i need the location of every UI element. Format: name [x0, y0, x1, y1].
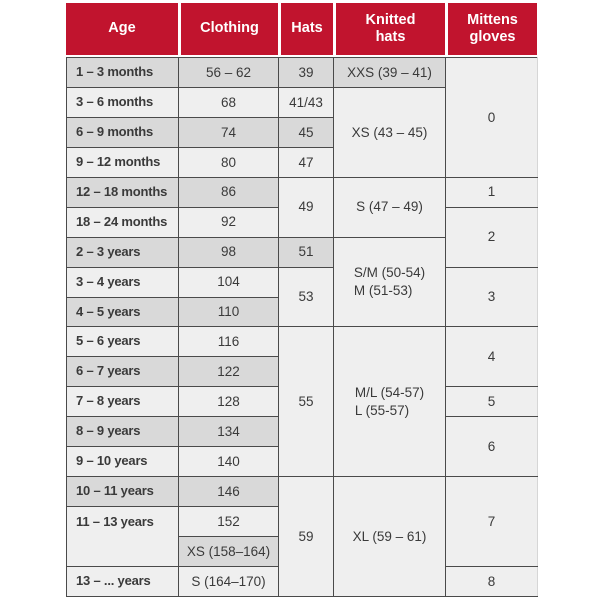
cell-text: 47	[298, 154, 314, 170]
header-cell-hats: Hats	[278, 3, 333, 55]
cell-age	[67, 327, 179, 357]
cell-text: 59	[298, 528, 314, 544]
cell-text: 11 – 13 years	[76, 514, 154, 530]
cell-text: 1 – 3 months	[76, 64, 154, 80]
cell-text: 146	[217, 483, 240, 499]
cell-text: 152	[217, 513, 240, 529]
cell-age	[67, 147, 179, 177]
cell-hats	[279, 117, 334, 147]
cell-mittens	[446, 177, 538, 207]
cell-text: 53	[298, 289, 314, 305]
cell-knitted	[334, 327, 446, 477]
cell-text: 0	[487, 109, 496, 125]
cell-hats	[279, 237, 334, 267]
cell-text: 1	[487, 184, 496, 200]
cell-hats	[279, 267, 334, 327]
table-row	[67, 177, 538, 207]
cell-clothing	[179, 177, 279, 207]
cell-text: 45	[298, 124, 314, 140]
cell-hats	[279, 327, 334, 477]
cell-age	[67, 267, 179, 297]
cell-text: XS (43 – 45)	[351, 124, 428, 140]
cell-age	[67, 207, 179, 237]
cell-text: 18 – 24 months	[76, 213, 168, 229]
cell-text: 122	[217, 364, 240, 380]
cell-mittens	[446, 566, 538, 596]
cell-knitted	[334, 87, 446, 177]
cell-knitted	[334, 58, 446, 88]
cell-mittens	[446, 477, 538, 567]
header-cell-clothing: Clothing	[178, 3, 278, 55]
table-row	[67, 327, 538, 357]
cell-text: 8	[487, 573, 496, 589]
cell-clothing	[179, 207, 279, 237]
cell-hats	[279, 177, 334, 237]
cell-age	[67, 387, 179, 417]
size-table	[66, 57, 538, 597]
cell-text: 13 – ... years	[76, 572, 151, 588]
cell-text: 56 – 62	[205, 64, 252, 80]
cell-age	[67, 117, 179, 147]
table-row	[67, 58, 538, 88]
cell-mittens	[446, 207, 538, 267]
cell-text: 9 – 12 months	[76, 153, 161, 169]
cell-text: 41/43	[289, 94, 323, 110]
cell-text: 5	[487, 394, 496, 409]
cell-text: 3 – 4 years	[76, 273, 141, 289]
cell-text: 7	[487, 513, 496, 529]
size-table-body	[67, 58, 538, 597]
cell-clothing	[179, 58, 279, 88]
cell-knitted	[334, 477, 446, 597]
cell-text: S/M (50-54) M (51-53)	[353, 265, 426, 299]
cell-hats	[279, 87, 334, 117]
cell-clothing	[179, 297, 279, 327]
header-cell-mittens: Mittens gloves	[445, 3, 537, 55]
cell-text: 10 – 11 years	[76, 483, 154, 499]
cell-hats	[279, 477, 334, 597]
cell-text: 49	[298, 199, 314, 215]
cell-mittens	[446, 327, 538, 387]
cell-text: 3	[487, 289, 496, 305]
cell-text: 134	[217, 423, 240, 439]
cell-mittens	[446, 58, 538, 178]
table-row	[67, 267, 538, 297]
cell-text: 6	[487, 438, 496, 454]
table-header-row	[66, 3, 537, 55]
cell-clothing	[179, 327, 279, 357]
cell-clothing	[179, 237, 279, 267]
cell-text: 128	[217, 394, 240, 409]
cell-text: 3 – 6 months	[76, 93, 154, 109]
cell-age	[67, 417, 179, 447]
cell-age	[67, 566, 179, 596]
cell-text: XS (158–164)	[186, 543, 271, 559]
cell-text: XL (59 – 61)	[352, 528, 427, 544]
table-row	[67, 477, 538, 507]
cell-text: 74	[220, 124, 237, 140]
cell-text: 86	[220, 184, 237, 200]
cell-age	[67, 87, 179, 117]
cell-text: M/L (54-57) L (55-57)	[354, 385, 425, 418]
cell-clothing	[179, 357, 279, 387]
cell-clothing	[179, 87, 279, 117]
cell-text: 116	[217, 334, 240, 350]
cell-text: 6 – 7 years	[76, 363, 141, 379]
cell-text: 55	[298, 394, 314, 409]
cell-text: 104	[217, 274, 240, 290]
cell-knitted	[334, 177, 446, 237]
cell-clothing	[179, 117, 279, 147]
cell-clothing	[179, 267, 279, 297]
cell-age	[67, 297, 179, 327]
cell-clothing	[179, 387, 279, 417]
cell-hats	[279, 58, 334, 88]
cell-age	[67, 447, 179, 477]
header-cell-age: Age	[66, 3, 178, 55]
cell-knitted	[334, 237, 446, 327]
cell-mittens	[446, 417, 538, 477]
cell-text: 110	[217, 304, 240, 320]
cell-clothing	[179, 566, 279, 596]
cell-text: 5 – 6 years	[76, 333, 141, 349]
cell-clothing	[179, 417, 279, 447]
cell-age	[67, 177, 179, 207]
cell-age	[67, 357, 179, 387]
cell-clothing	[179, 477, 279, 507]
cell-text: 68	[220, 94, 237, 110]
cell-hats	[279, 147, 334, 177]
cell-clothing	[179, 507, 279, 537]
cell-text: S (47 – 49)	[356, 199, 423, 215]
cell-text: 8 – 9 years	[76, 423, 141, 439]
cell-mittens	[446, 387, 538, 417]
cell-text: 7 – 8 years	[76, 393, 141, 409]
cell-clothing	[179, 537, 279, 567]
cell-age	[67, 477, 179, 507]
header-cell-knitted: Knitted hats	[333, 3, 445, 55]
cell-text: 80	[220, 154, 237, 170]
cell-text: 4	[487, 349, 496, 365]
cell-text: 140	[217, 453, 240, 469]
cell-text: 2 – 3 years	[76, 243, 141, 259]
cell-age	[67, 507, 179, 567]
cell-text: 51	[298, 244, 314, 260]
cell-age	[67, 58, 179, 88]
cell-mittens	[446, 267, 538, 327]
cell-text: 98	[220, 244, 237, 260]
cell-clothing	[179, 447, 279, 477]
cell-text: 4 – 5 years	[76, 303, 141, 319]
cell-clothing	[179, 147, 279, 177]
cell-text: 2	[487, 229, 496, 245]
cell-text: 39	[298, 64, 314, 80]
cell-text: 92	[220, 214, 237, 230]
cell-text: S (164–170)	[191, 573, 266, 589]
cell-age	[67, 237, 179, 267]
cell-text: XXS (39 – 41)	[347, 64, 432, 80]
cell-text: 9 – 10 years	[76, 453, 148, 469]
cell-text: 12 – 18 months	[76, 183, 168, 199]
cell-text: 6 – 9 months	[76, 123, 154, 139]
